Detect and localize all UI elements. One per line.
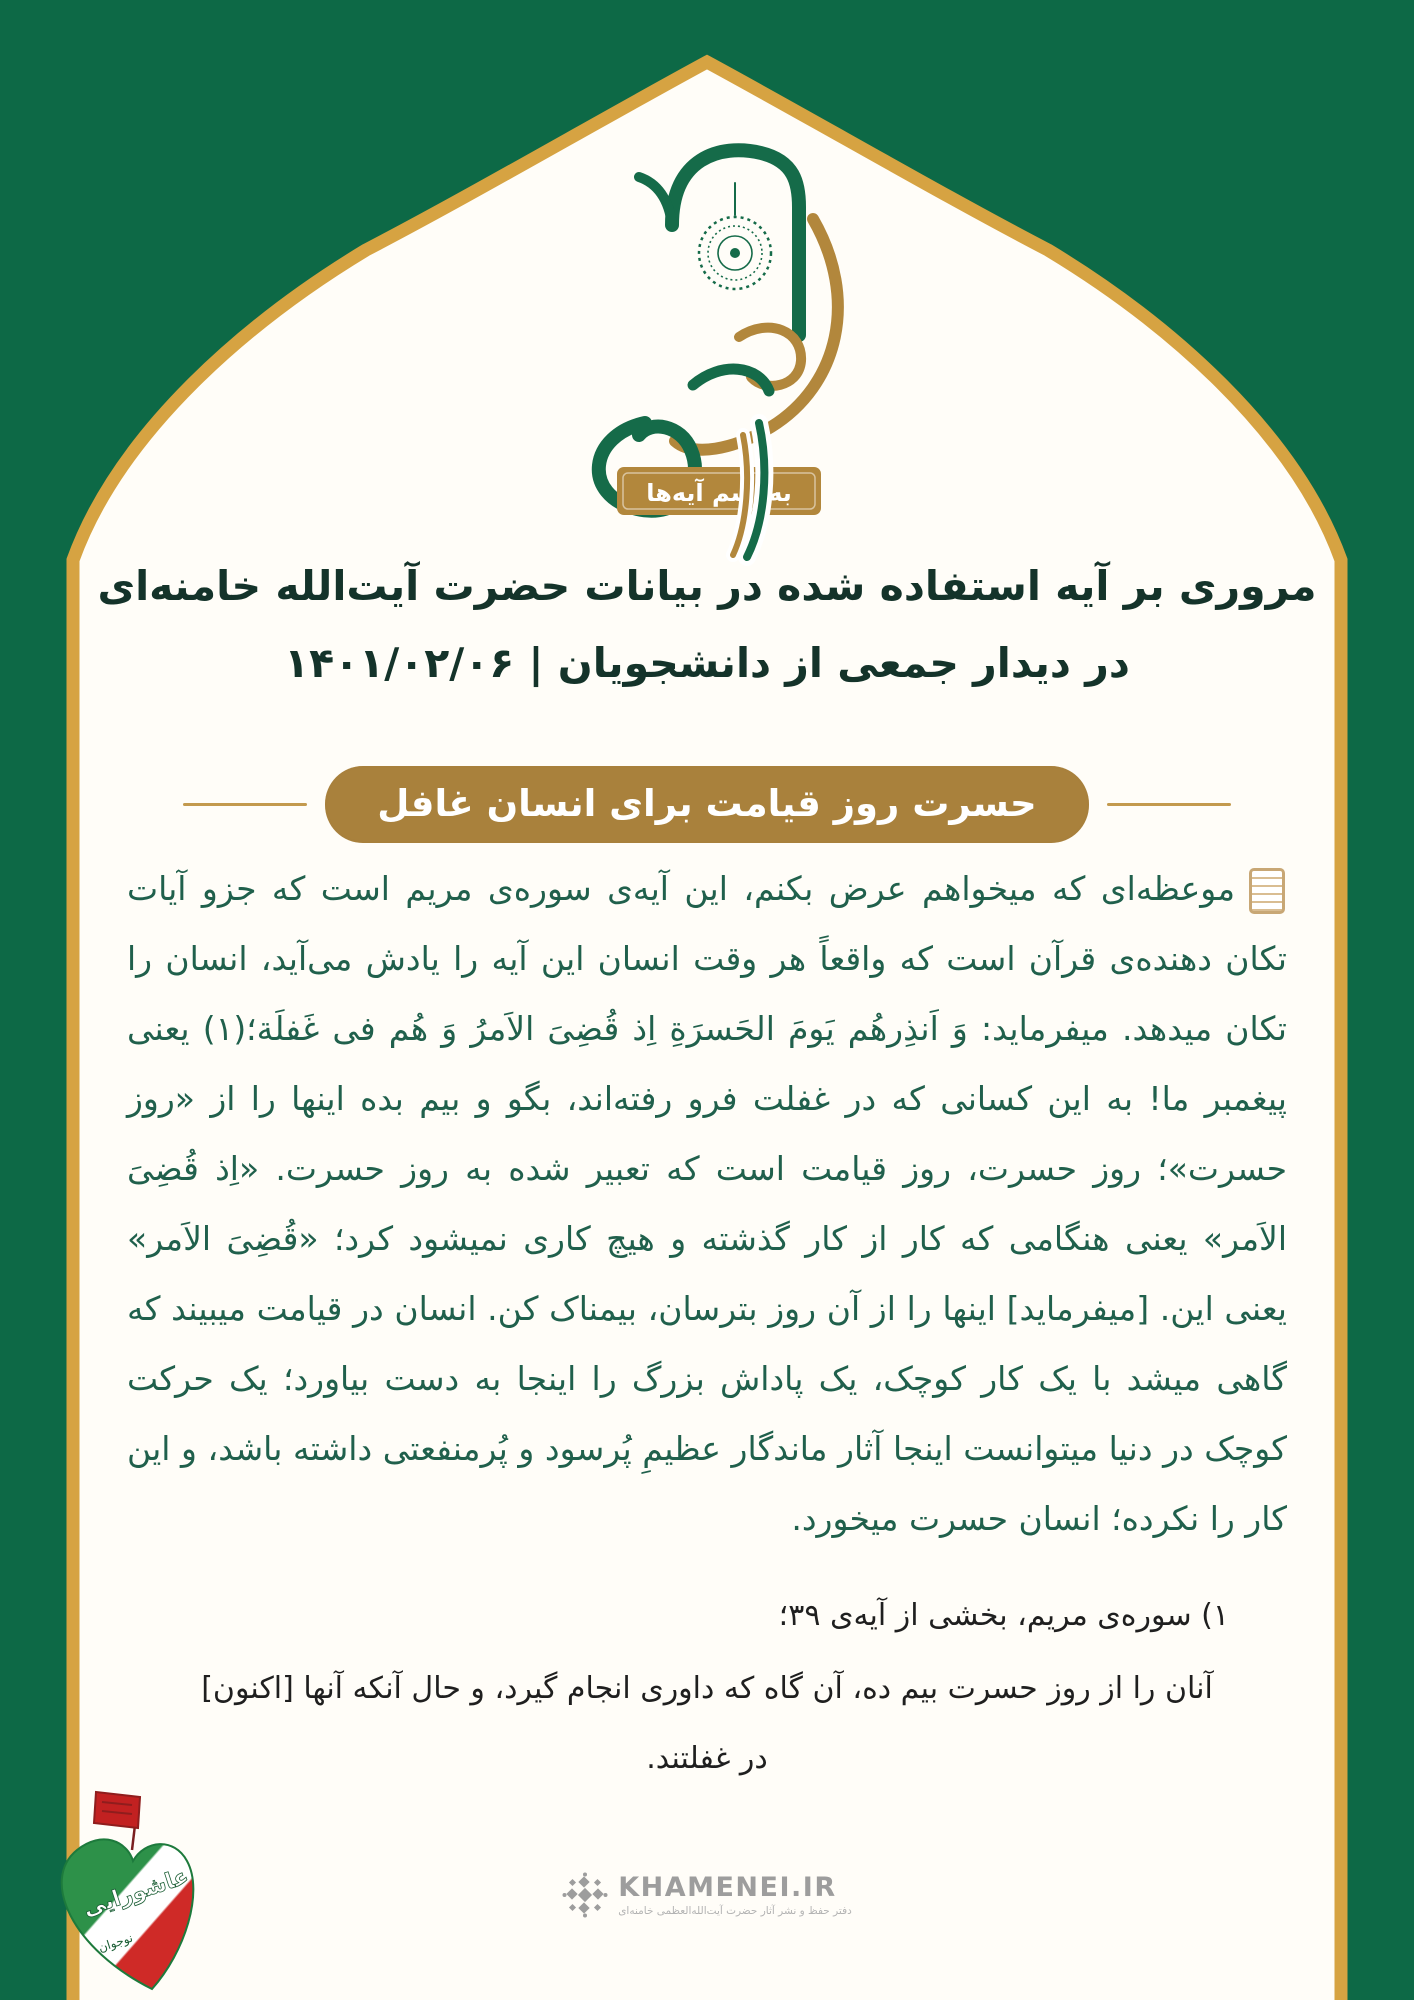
headline-line2: در دیدار جمعی از دانشجویان | ۱۴۰۱/۰۲/۰۶: [284, 639, 1130, 687]
body-paragraph: [127, 854, 1287, 1554]
corner-emblem-label-sub: نوجوان: [96, 1930, 135, 1955]
headline-line1: مروری بر آیه استفاده شده در بیانات حضرت آیت‌الله خامنه‌ای: [97, 562, 1317, 610]
logo-banner-label: به‌رسم آیه‌ها: [646, 479, 792, 507]
body-text: موعظه‌ای که میخواهم عرض بکنم، این آیه‌ی سوره‌ی مریم است که جزو آیات تکان دهنده‌ی قرآن است که واقعاً هر وقت انسان این آیه را یادش می‌آید، انسان را تکان میدهد. میفرماید: وَ اَنذِرهُم یَومَ الحَسرَةِ اِذ قُضِیَ الاَمرُ وَ هُم فی غَفلَة؛(۱) یعنی پیغمبر ما! به این کسانی که در غفلت فرو رفته‌اند، بگو و بیم بده اینها را از «روز حسرت»؛ روز حسرت، روز قیامت است که تعبیر شده به روز حسرت. «اِذ قُضِیَ الاَمر» یعنی هنگامی که کار از کار گذشته و هیچ کاری نمیشود کرد؛ «قُضِیَ الاَمر» یعنی این. [میفرماید] اینها را از آن روز بترسان، بیمناک کن. انسان در قیامت میبیند که گاهی میشد با یک کار کوچک، یک پاداش بزرگ را اینجا به دست بیاورد؛ یک حرکت کوچک در دنیا میتوانست اینجا آثار ماندگار عظیمِ پُرسود و پُرمنفعتی داشته باشد، و این کار را نکرده؛ انسان حسرت میخورد.: [127, 869, 1287, 1538]
badge-side-line-right: [1107, 803, 1231, 806]
footer-brand: [0, 1872, 1414, 1918]
logo-banner: [617, 467, 821, 515]
footnote-translation-line1: آنان را از روز حسرت بیم ده، آن گاه که داوری انجام گیرد، و حال آنکه آنها [اکنون]: [201, 1671, 1213, 1706]
ashura-heart-flag-emblem: [34, 1784, 209, 2000]
khamenei-ir-emblem-icon: [562, 1872, 608, 1918]
be-rasm-ayeha-logo: [507, 118, 907, 568]
document-icon: [1249, 868, 1285, 914]
footnote-translation: [127, 1654, 1287, 1794]
title-badge-row: [0, 766, 1414, 843]
text-column: [127, 854, 1287, 1794]
footer-brand-tagline: دفتر حفظ و نشر آثار حضرت آیت‌الله‌العظمی خامنه‌ای: [618, 1904, 852, 1917]
headline: [0, 548, 1414, 702]
title-badge: حسرت روز قیامت برای انسان غافل: [325, 766, 1088, 843]
footnote-reference: ۱) سوره‌ی مریم، بخشی از آیه‌ی ۳۹؛: [778, 1598, 1229, 1633]
badge-side-line-left: [183, 803, 307, 806]
footer-brand-name: KHAMENEI.IR: [618, 1871, 837, 1903]
footnote-translation-line2: در غفلتند.: [646, 1741, 768, 1776]
footer-brand-text-block: [618, 1871, 852, 1917]
corner-emblem-label-main: عاشورایی: [80, 1864, 192, 1922]
logo-medallion: [699, 217, 771, 289]
